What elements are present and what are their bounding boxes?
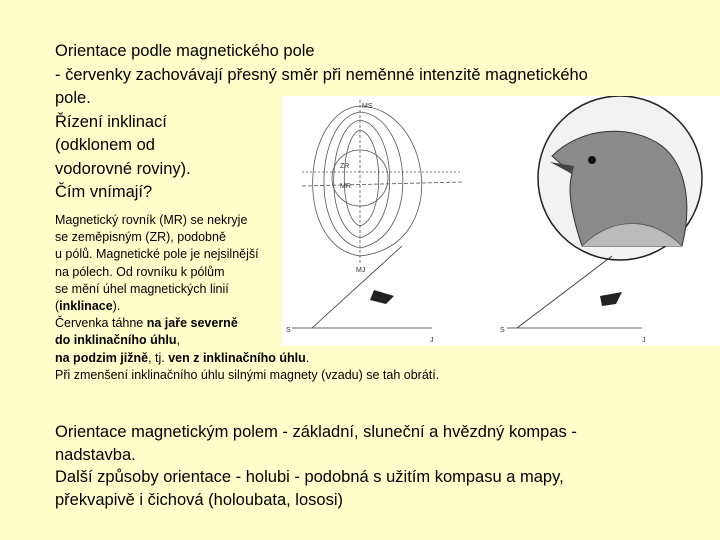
closing-line: Další způsoby orientace - holubi - podobná s užitím kompasu a mapy, bbox=[55, 468, 564, 486]
closing-line: nadstavba. bbox=[55, 445, 136, 464]
heading-line: vodorovné roviny). bbox=[55, 159, 191, 178]
label-mj: MJ bbox=[356, 267, 366, 274]
detail-block bbox=[55, 212, 439, 384]
label-s-right: S bbox=[500, 327, 505, 334]
detail-line: u pólů. Magnetické pole je nejsilnější bbox=[55, 247, 259, 262]
detail-line: na podzim jižně, tj. ven z inklinačního úhlu. bbox=[55, 350, 310, 365]
label-j-left: J bbox=[430, 337, 434, 344]
label-zr: ZR bbox=[340, 163, 350, 170]
closing-block bbox=[55, 421, 695, 511]
label-s-left: S bbox=[286, 327, 291, 334]
heading-block bbox=[55, 40, 675, 205]
heading-title: Orientace podle magnetického pole bbox=[55, 42, 315, 60]
detail-line: Při zmenšení inklinačního úhlu silnými magnety (vzadu) se tah obrátí. bbox=[55, 367, 440, 382]
detail-line: se mění úhel magnetických linií bbox=[55, 281, 229, 296]
inklinace-term: inklinace bbox=[59, 299, 113, 314]
label-j-right: J bbox=[642, 337, 646, 344]
detail-line: do inklinačního úhlu, bbox=[55, 333, 181, 348]
closing-line: překvapivě i čichová (holoubata, lososi) bbox=[55, 490, 343, 509]
detail-line: Červenka táhne na jaře severně bbox=[55, 316, 238, 331]
detail-line: Magnetický rovník (MR) se nekryje bbox=[55, 213, 248, 227]
heading-line: (odklonem od bbox=[55, 136, 155, 154]
robin-silhouette-autumn bbox=[600, 292, 622, 306]
heading-line: - červenky zachovávají přesný směr při neměnné intenzitě magnetického bbox=[55, 65, 588, 84]
heading-line: pole. bbox=[55, 89, 91, 107]
heading-line: Řízení inklinací bbox=[55, 112, 167, 131]
detail-line: se zeměpisným (ZR), podobně bbox=[55, 230, 226, 245]
detail-line: (inklinace). bbox=[55, 299, 121, 314]
detail-line: na pólech. Od rovníku k pólům bbox=[55, 264, 225, 279]
heading-line: Čím vnímají? bbox=[55, 183, 153, 201]
closing-line: Orientace magnetickým polem - základní, sluneční a hvězdný kompas - bbox=[55, 423, 577, 441]
label-ms: MS bbox=[362, 103, 373, 110]
label-mr: MR bbox=[340, 183, 351, 190]
